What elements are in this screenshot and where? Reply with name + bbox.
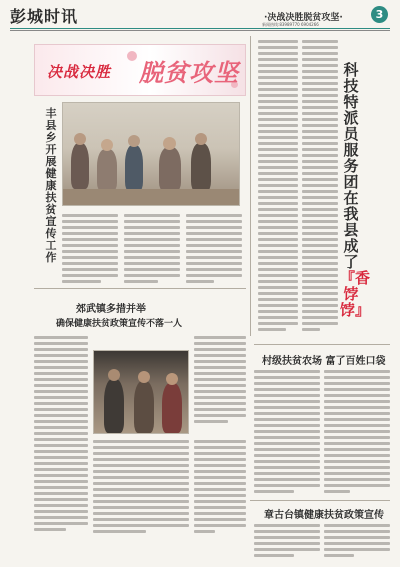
section-divider [34,288,246,289]
lower-right-body [254,370,320,496]
mid-headline-1: 郊武镇多措并举 [76,304,146,315]
masthead [8,4,392,26]
banner-dot [127,51,137,61]
bottom-article-body-col2 [324,524,390,560]
right-article [254,40,388,340]
left-article-body [62,214,118,286]
mid-article-body-col2 [194,336,246,426]
lower-right-headline: 村级扶贫农场 富了百姓口袋 [262,356,386,367]
lower-right-body-col2 [324,370,390,496]
top-rule-thin [10,30,390,31]
banner-slogan-right: 脱贫攻坚 [139,58,239,87]
mid-article-body [34,336,88,534]
left-article-body-col3 [186,214,242,286]
newspaper-brand: 彭城时讯 [10,7,79,26]
feature-photo-doorstep [93,350,189,434]
hotline-line: 新闻热线:83989770 6904266 [262,22,319,27]
banner-slogan-left: 决战决胜 [47,63,112,81]
right-headline-main: 科技特派员服务团在我县成了 [343,61,359,271]
bottom-article-body [254,524,320,560]
bottom-section-divider [250,500,390,501]
mid-article-body-col3 [93,440,189,536]
column-divider [250,36,251,336]
right-headline-quote: 『香饽饽』 [340,269,371,319]
mid-article-body-col4 [194,440,246,536]
top-rule [10,28,390,29]
section-title: ·决战决胜脱贫攻坚· [264,13,343,23]
feature-photo-meeting [62,102,240,206]
bottom-headline: 章古台镇健康扶贫政策宣传 [264,510,384,521]
right-feature-headline [340,61,371,319]
right-section-divider [254,344,390,345]
mid-headline-2: 确保健康扶贫政策宣传不落一人 [56,319,183,329]
page-number-badge: 3 [371,6,388,23]
left-article-body-col2 [124,214,180,286]
left-feature-headline: 丰县乡开展健康扶贫宣传工作 [45,107,57,264]
campaign-banner [34,44,246,96]
